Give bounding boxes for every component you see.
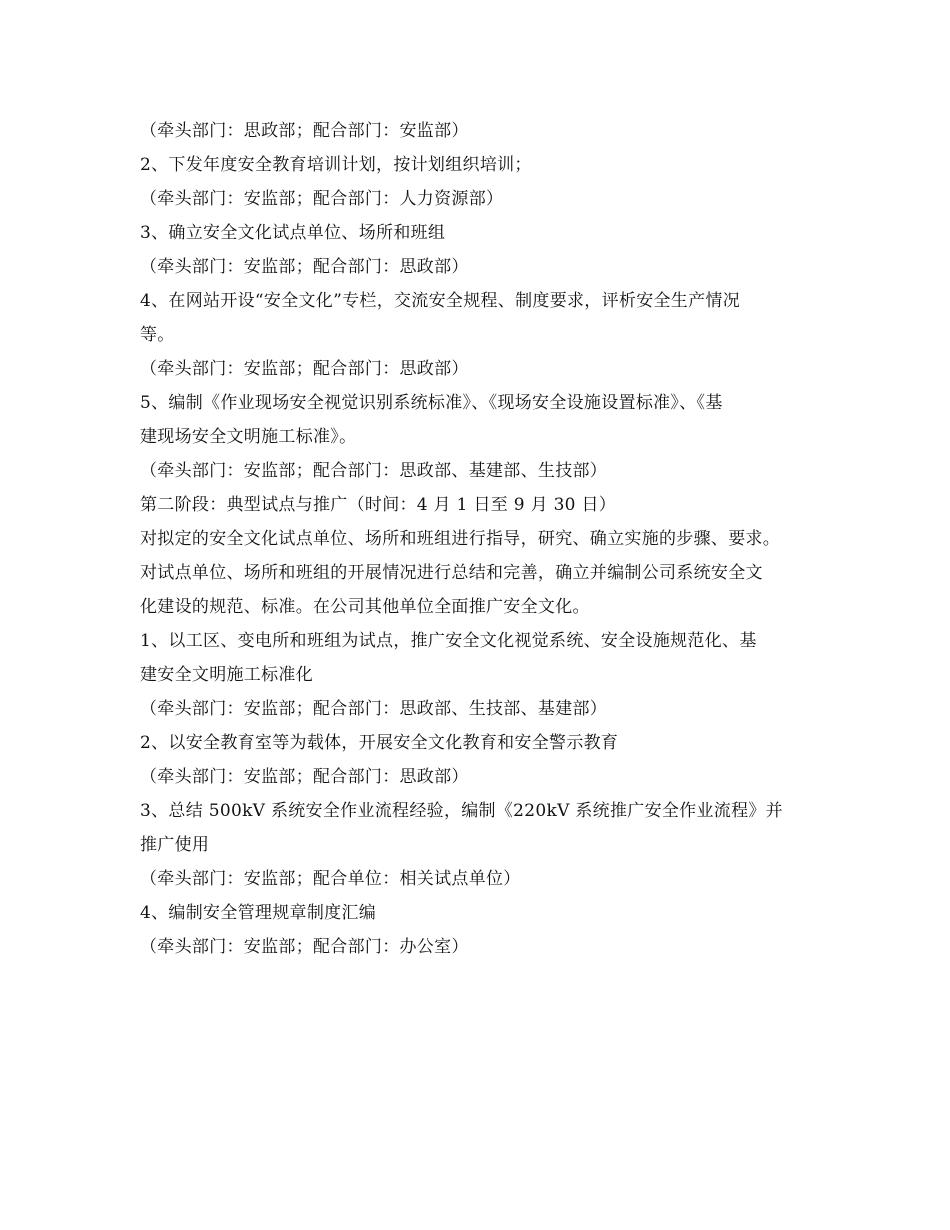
text-line: 等。 — [140, 325, 175, 345]
text-line: 对拟定的安全文化试点单位、场所和班组进行指导，研究、确立实施的步骤、要求。 — [140, 529, 781, 549]
text-line: （牵头部门：安监部；配合部门：思政部、生技部、基建部） — [140, 699, 608, 719]
text-line: 4、编制安全管理规章制度汇编 — [140, 903, 377, 923]
document-body — [140, 114, 830, 964]
text-line: 2、以安全教育室等为载体，开展安全文化教育和安全警示教育 — [140, 733, 619, 753]
text-line: 4、在网站开设“安全文化”专栏，交流安全规程、制度要求，评析安全生产情况 — [140, 291, 740, 311]
text-line: （牵头部门：安监部；配合部门：思政部） — [140, 767, 469, 787]
text-line: （牵头部门：安监部；配合部门：思政部、基建部、生技部） — [140, 461, 608, 481]
text-line: 化建设的规范、标准。在公司其他单位全面推广安全文化。 — [140, 597, 590, 617]
text-line: 1、以工区、变电所和班组为试点，推广安全文化视觉系统、安全设施规范化、基 — [140, 631, 757, 651]
text-line: （牵头部门：安监部；配合部门：人力资源部） — [140, 189, 504, 209]
section-heading: 第二阶段：典型试点与推广（时间：4 月 1 日至 9 月 30 日） — [140, 495, 617, 515]
text-line: 3、总结 500kV 系统安全作业流程经验，编制《220kV 系统推广安全作业流程》并 — [140, 801, 783, 821]
text-line: （牵头部门：安监部；配合单位：相关试点单位） — [140, 869, 521, 889]
text-line: 建现场安全文明施工标准》。 — [140, 427, 357, 447]
text-line: 推广使用 — [140, 835, 210, 855]
text-line: （牵头部门：思政部；配合部门：安监部） — [140, 121, 469, 141]
text-line: 建安全文明施工标准化 — [140, 665, 313, 685]
text-line: 2、下发年度安全教育培训计划，按计划组织培训； — [140, 155, 532, 175]
text-line: （牵头部门：安监部；配合部门：思政部） — [140, 257, 469, 277]
text-line: 5、编制《作业现场安全视觉识别系统标准》、《现场安全设施设置标准》、《基 — [140, 393, 723, 413]
text-line: 对试点单位、场所和班组的开展情况进行总结和完善，确立并编制公司系统安全文 — [140, 563, 763, 583]
text-line: 3、确立安全文化试点单位、场所和班组 — [140, 223, 446, 243]
text-line: （牵头部门：安监部；配合部门：办公室） — [140, 937, 469, 957]
text-line: （牵头部门：安监部；配合部门：思政部） — [140, 359, 469, 379]
